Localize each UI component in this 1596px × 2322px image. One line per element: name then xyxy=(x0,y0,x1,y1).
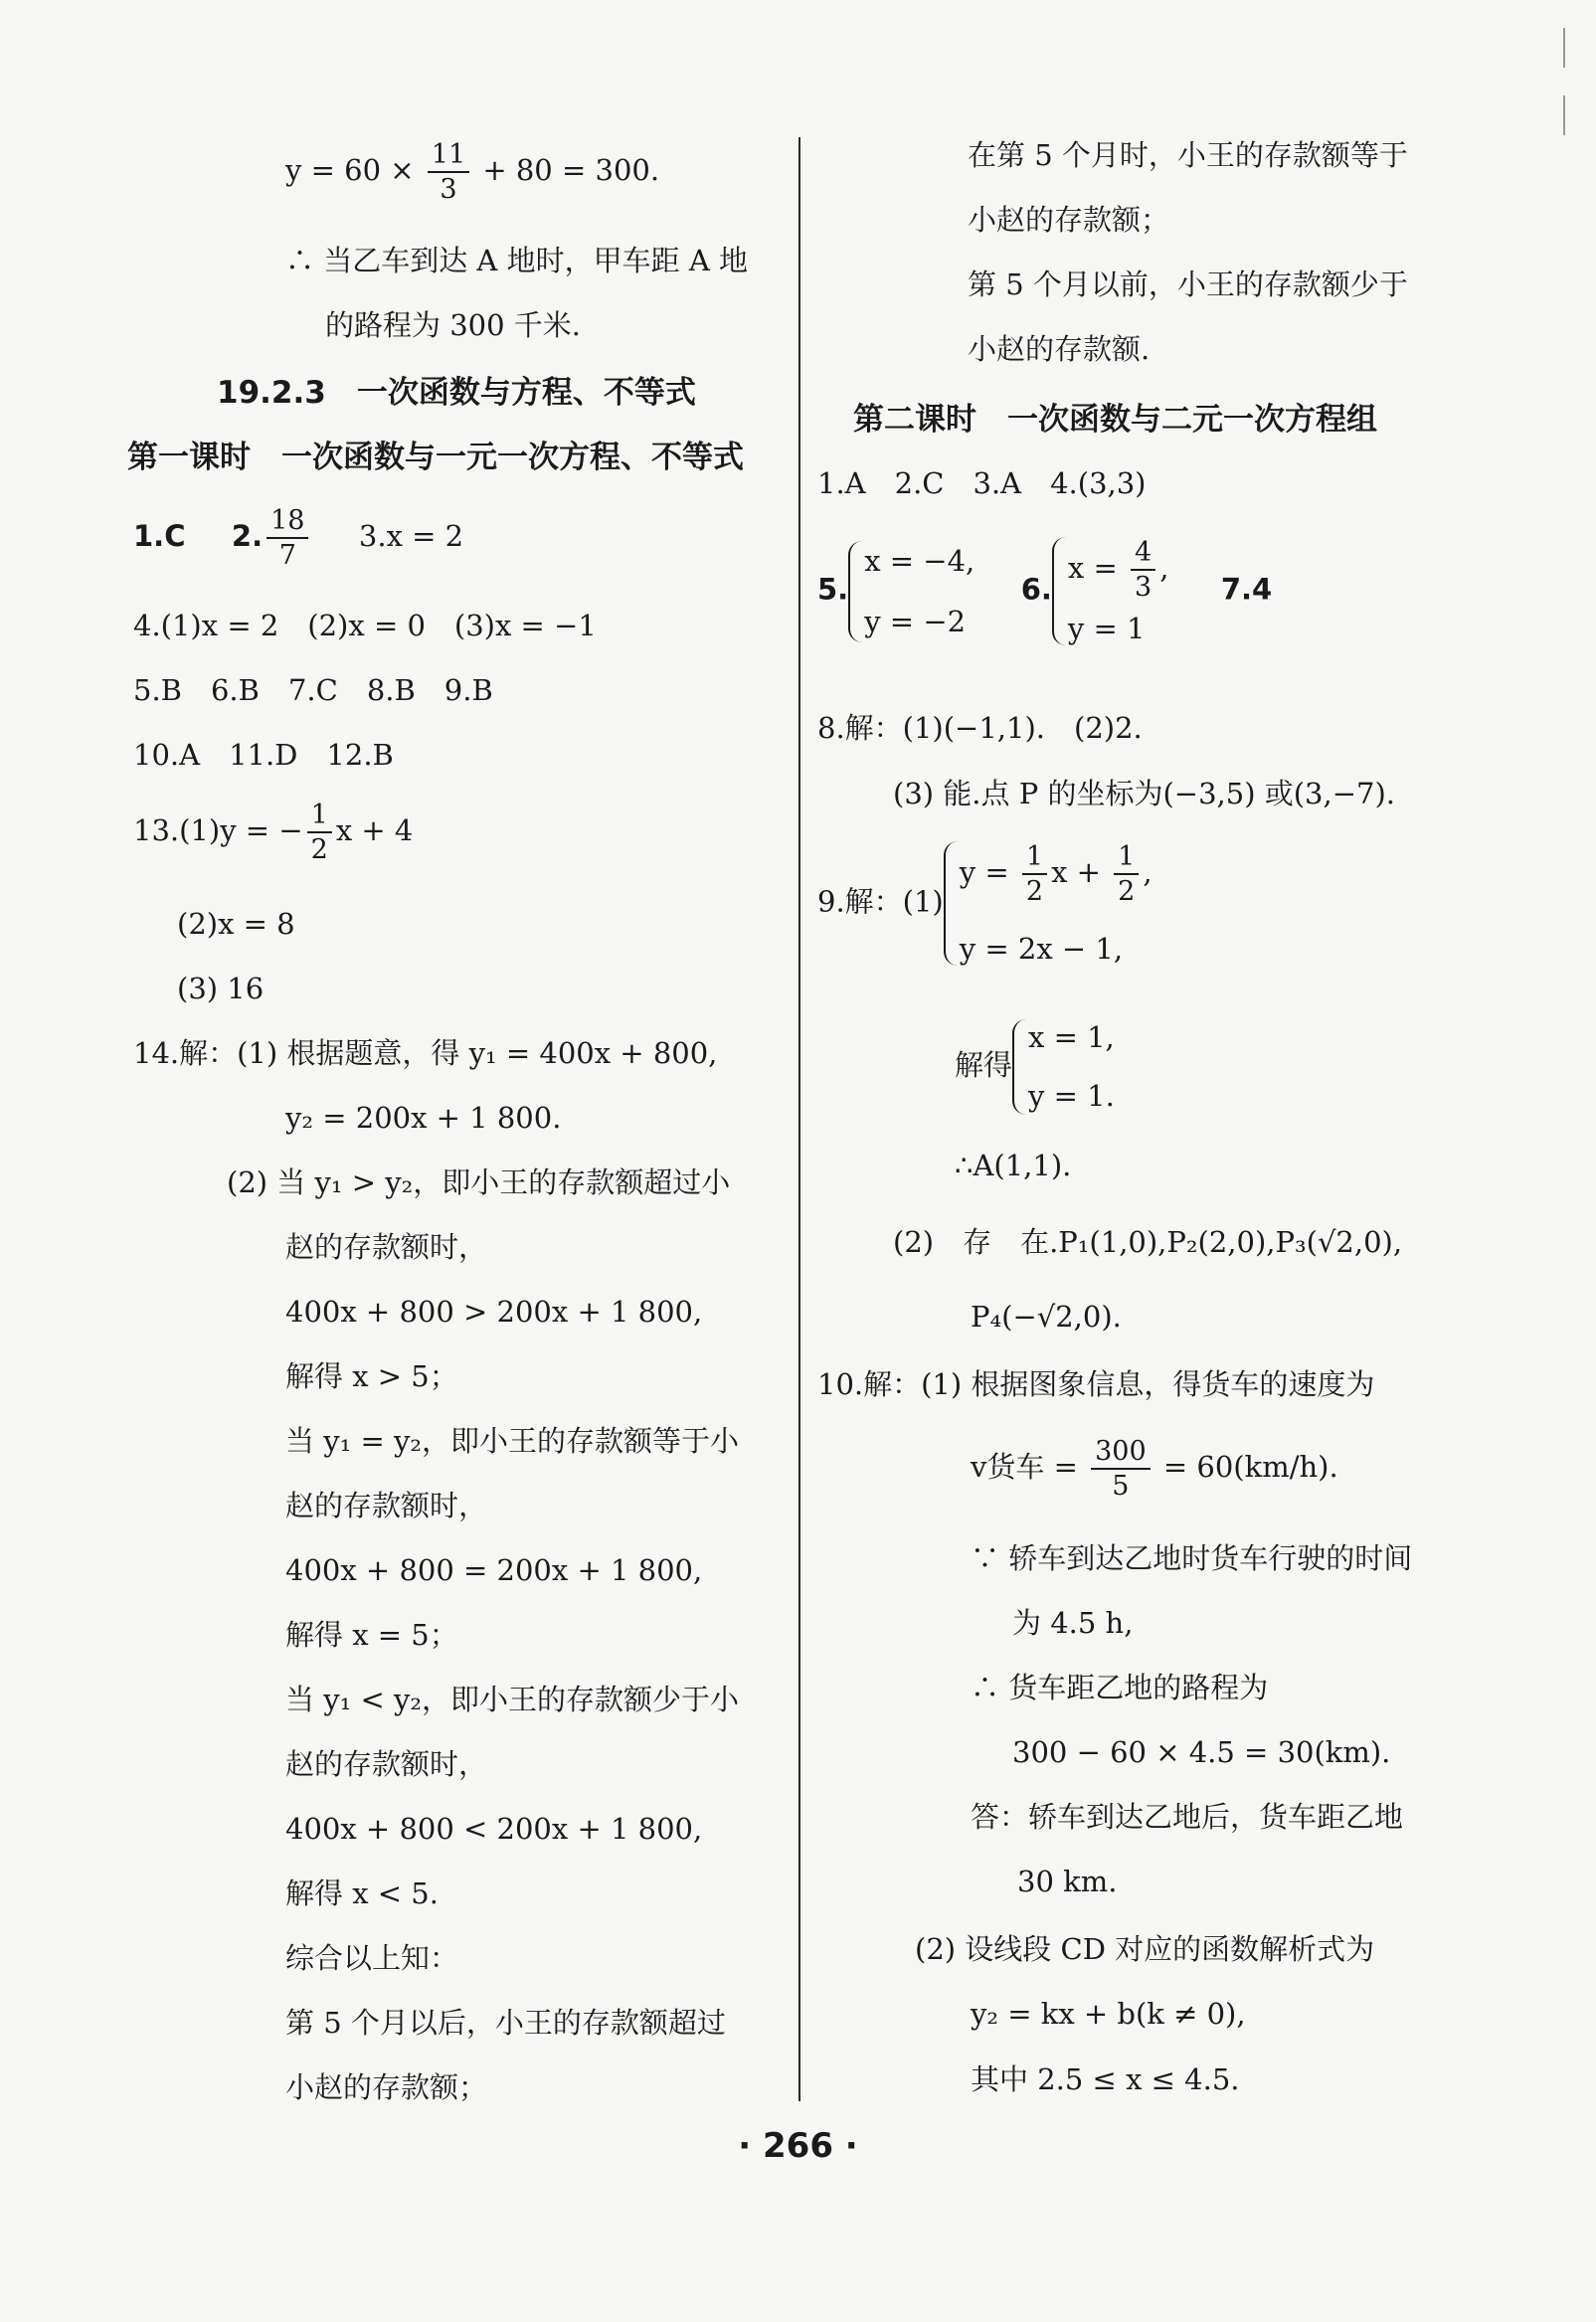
answer-line: 解得 x = 5； xyxy=(285,1618,458,1652)
answer-line: y₂ = 200x + 1 800. xyxy=(285,1101,562,1135)
equation-line: y = 60 × $\frac{11}{3}$ + 80 = 300. xyxy=(285,139,660,205)
text-line: 小赵的存款额； xyxy=(968,203,1170,237)
answer-line: ∵ 轿车到达乙地时货车行驶的时间 xyxy=(971,1541,1413,1575)
answer-line: ∴A(1,1). xyxy=(955,1149,1072,1182)
fraction: $\frac{1}{2}$ xyxy=(307,802,332,863)
answer-line: 400x + 800 = 200x + 1 800, xyxy=(285,1553,703,1587)
answer-line: (3) 16 xyxy=(177,972,265,1005)
answer-line: P₄(−√2,0). xyxy=(971,1300,1122,1334)
answer-line: 解得 x < 5. xyxy=(285,1876,439,1910)
answer-line: ∴ 货车距乙地的路程为 xyxy=(971,1671,1269,1704)
text-line: 小赵的存款额. xyxy=(968,332,1151,366)
answer-line: 赵的存款额时， xyxy=(285,1747,488,1781)
answer-line: 小赵的存款额； xyxy=(285,2070,488,2104)
fraction: $\frac{4}{3}$ xyxy=(1131,539,1155,601)
text-line: ∴ 当乙车到达 A 地时，甲车距 A 地 xyxy=(285,244,748,277)
equation-system: x = $\frac{4}{3}$ , y = 1 xyxy=(1052,537,1169,645)
answer-line: 第 5 个月以后，小王的存款额超过 xyxy=(285,2006,726,2040)
answer-line: 14.解：(1) 根据题意，得 y₁ = 400x + 800, xyxy=(133,1036,718,1070)
answer-line: (2) 存 在.P₁(1,0),P₂(2,0),P₃(√2,0), xyxy=(893,1225,1403,1259)
section-title: 19.2.3 一次函数与方程、不等式 xyxy=(217,375,696,411)
answer-line: 13.(1)y = − $\frac{1}{2}$ x + 4 xyxy=(133,800,414,865)
answer-line: 400x + 800 > 200x + 1 800, xyxy=(285,1295,703,1329)
answer-line: 答：轿车到达乙地后，货车距乙地 xyxy=(971,1800,1404,1834)
answer-line: 10.解：(1) 根据图象信息，得货车的速度为 xyxy=(817,1367,1375,1401)
fraction: $\frac{18}{7}$ xyxy=(266,507,308,569)
answer-line: 8.解：(1)(−1,1). (2)2. xyxy=(817,711,1143,745)
equation-line: v货车 = $\frac{300}{5}$ = 60(km/h). xyxy=(971,1436,1338,1502)
answer-line: 30 km. xyxy=(1017,1865,1118,1898)
answer-line: 解得 x = 1, y = 1. xyxy=(955,1020,1115,1113)
edge-mark xyxy=(1563,95,1565,135)
lesson-title: 第一课时 一次函数与一元一次方程、不等式 xyxy=(127,440,744,475)
answer-line: 为 4.5 h, xyxy=(1012,1606,1134,1640)
answer-line: 9.解：(1) y = $\frac{1}{2}$ x + $\frac{1}{2}$ , y = 2x − 1, xyxy=(817,841,1153,966)
text-line: 的路程为 300 千米. xyxy=(325,308,582,342)
answer-line: 解得 x > 5； xyxy=(285,1359,458,1393)
fraction: $\frac{1}{2}$ xyxy=(1114,843,1139,905)
text-line: 在第 5 个月时，小王的存款额等于 xyxy=(968,138,1408,172)
equation-system: y = $\frac{1}{2}$ x + $\frac{1}{2}$ , y = 2x − 1, xyxy=(944,841,1153,966)
answer-line: (2) 设线段 CD 对应的函数解析式为 xyxy=(915,1932,1375,1966)
lesson-title: 第二课时 一次函数与二元一次方程组 xyxy=(853,402,1377,438)
answer-line: 400x + 800 < 200x + 1 800, xyxy=(285,1812,703,1846)
answer-line: 10.A 11.D 12.B xyxy=(133,738,394,772)
equation-system: x = −4, y = −2 xyxy=(848,541,975,642)
answer-line: 1.C 2. $\frac{18}{7}$ 3.x = 2 xyxy=(133,505,464,571)
answer-line: 5.B 6.B 7.C 8.B 9.B xyxy=(133,673,493,707)
answer-line: (2)x = 8 xyxy=(177,907,295,941)
answer-line: (2) 当 y₁ > y₂，即小王的存款额超过小 xyxy=(227,1165,731,1199)
answer-line: 赵的存款额时， xyxy=(285,1489,488,1522)
text-line: 第 5 个月以前，小王的存款额少于 xyxy=(968,268,1408,301)
answer-line: 当 y₁ < y₂，即小王的存款额少于小 xyxy=(285,1683,739,1716)
answer-line: 300 − 60 × 4.5 = 30(km). xyxy=(1012,1735,1391,1769)
fraction: $\frac{1}{2}$ xyxy=(1022,843,1047,905)
column-divider xyxy=(798,137,800,2101)
answer-line: 综合以上知： xyxy=(285,1941,459,1975)
fraction: $\frac{11}{3}$ xyxy=(428,141,469,203)
answer-line: (3) 能.点 P 的坐标为(−3,5) 或(3,−7). xyxy=(893,777,1395,810)
answer-line: 其中 2.5 ≤ x ≤ 4.5. xyxy=(971,2062,1240,2096)
equation-system: x = 1, y = 1. xyxy=(1012,1019,1115,1115)
answer-line: y₂ = kx + b(k ≠ 0), xyxy=(971,1997,1246,2031)
fraction: $\frac{300}{5}$ xyxy=(1091,1438,1151,1500)
answer-line: 1.A 2.C 3.A 4.(3,3) xyxy=(817,466,1147,500)
page-number: · 266 · xyxy=(738,2126,858,2166)
answer-line: 5. x = −4, y = −2 6. x = $\frac{4}{3}$ , y = 1 7.4 xyxy=(817,537,1273,645)
answer-line: 赵的存款额时， xyxy=(285,1230,488,1264)
answer-line: 当 y₁ = y₂，即小王的存款额等于小 xyxy=(285,1424,739,1458)
edge-mark xyxy=(1563,28,1565,68)
answer-line: 4.(1)x = 2 (2)x = 0 (3)x = −1 xyxy=(133,609,597,642)
